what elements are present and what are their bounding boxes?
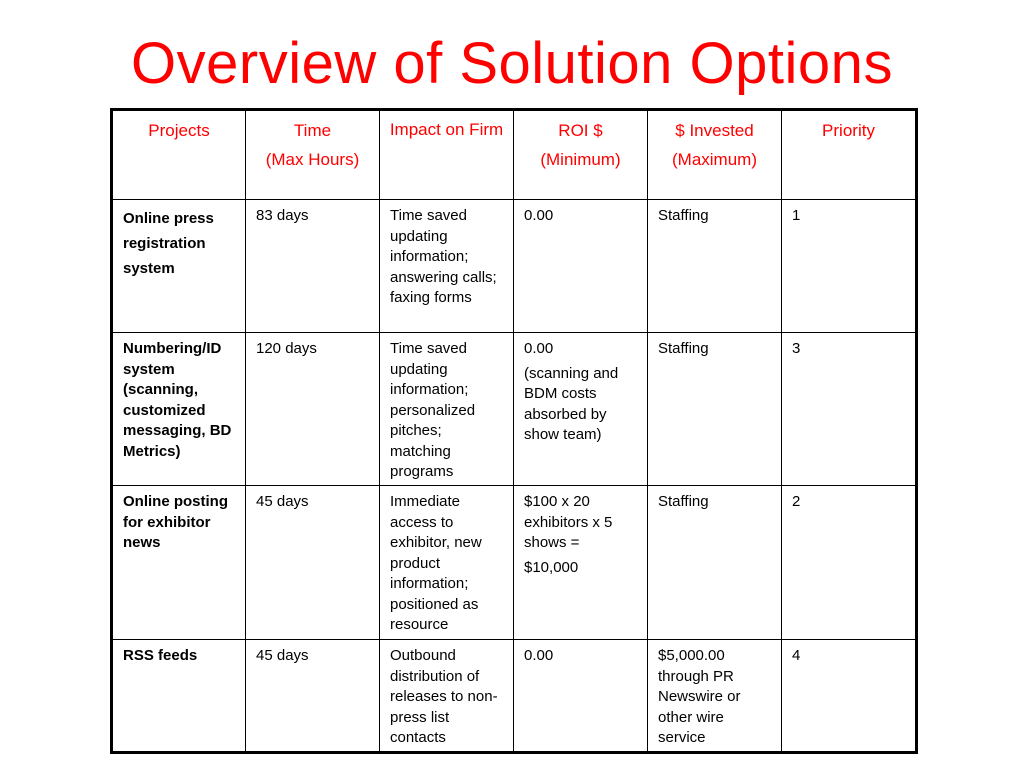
- invested-cell: Staffing: [648, 333, 782, 486]
- roi-cell: [514, 640, 648, 753]
- roi-value: 0.00: [524, 340, 554, 357]
- table-row: [112, 486, 917, 640]
- project-cell: Numbering/ID system (scanning, customized messaging, BD Metrics): [112, 333, 246, 486]
- priority-cell: 4: [782, 640, 917, 753]
- time-cell: 45 days: [246, 486, 380, 640]
- roi-cell: [514, 333, 648, 486]
- header-time-label: Time: [293, 121, 332, 140]
- roi-value: $100 x 20 exhibitors x 5 shows =: [524, 493, 613, 551]
- slide-title: Overview of Solution Options: [131, 31, 893, 96]
- time-cell: 83 days: [246, 200, 380, 333]
- header-invested: [648, 110, 782, 200]
- header-impact: [380, 110, 514, 200]
- table-row: [112, 333, 917, 486]
- priority-cell: 2: [782, 486, 917, 640]
- project-cell: Online posting for exhibitor news: [112, 486, 246, 640]
- header-projects: [112, 110, 246, 200]
- header-roi: [514, 110, 648, 200]
- priority-cell: 1: [782, 200, 917, 333]
- header-invested-label: $ Invested: [675, 121, 754, 140]
- roi-note: $10,000: [524, 558, 579, 576]
- header-roi-label: ROI $: [558, 121, 603, 140]
- project-cell: RSS feeds: [112, 640, 246, 753]
- roi-note: (scanning and BDM costs absorbed by show team): [524, 364, 619, 443]
- impact-cell: Outbound distribution of releases to non-press list contacts: [380, 640, 514, 753]
- invested-cell: $5,000.00 through PR Newswire or other wire service: [648, 640, 782, 753]
- roi-cell: [514, 486, 648, 640]
- impact-cell: Time saved updating information; personalized pitches; matching programs: [380, 333, 514, 486]
- header-priority: [782, 110, 917, 200]
- header-priority-label: Priority: [822, 121, 875, 140]
- priority-cell: 3: [782, 333, 917, 486]
- table-row: [112, 200, 917, 333]
- invested-cell: Staffing: [648, 200, 782, 333]
- header-invested-sublabel: (Maximum): [672, 150, 757, 169]
- header-time: [246, 110, 380, 200]
- roi-cell: [514, 200, 648, 333]
- roi-value: 0.00: [524, 647, 554, 664]
- time-cell: 120 days: [246, 333, 380, 486]
- header-impact-label: Impact on Firm: [389, 120, 504, 139]
- roi-value: 0.00: [524, 207, 554, 224]
- table-row: [112, 640, 917, 753]
- project-cell: Online press registration system: [112, 200, 246, 333]
- solution-options-table: [110, 108, 918, 754]
- header-projects-label: Projects: [148, 121, 210, 140]
- table-header-row: [112, 110, 917, 200]
- time-cell: 45 days: [246, 640, 380, 753]
- invested-cell: Staffing: [648, 486, 782, 640]
- header-roi-sublabel: (Minimum): [540, 150, 621, 169]
- impact-cell: Time saved updating information; answering calls; faxing forms: [380, 200, 514, 333]
- impact-cell: Immediate access to exhibitor, new product information; positioned as resource: [380, 486, 514, 640]
- header-time-sublabel: (Max Hours): [265, 150, 360, 169]
